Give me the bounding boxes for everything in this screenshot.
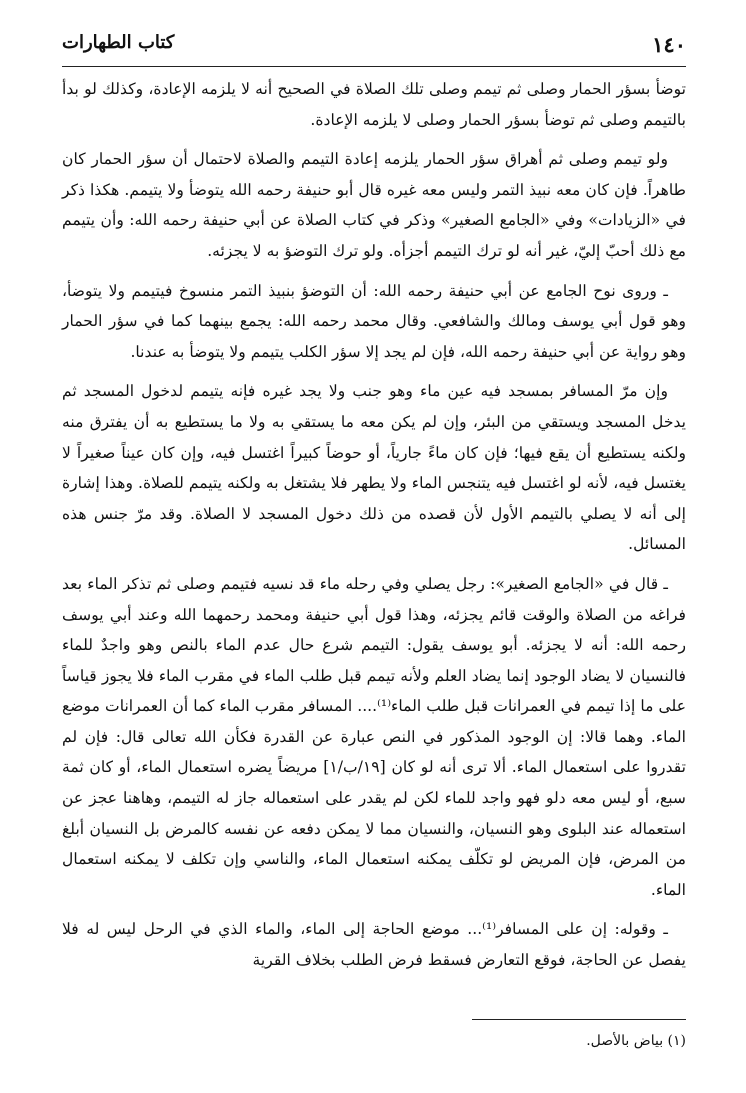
paragraph: ـ وقوله: إن على المسافر⁽¹⁾... موضع الحاجة إلى الماء، والماء الذي في الرحل ليس له فلا يفصل عن الحاجة، فوقع التعارض فسقط فرض الطلب بخلاف القرية [62, 920, 686, 970]
footnote: (١) بياض بالأصل. [586, 1033, 686, 1049]
book-title: كتاب الطهارات [62, 32, 175, 53]
paragraph: ـ قال في «الجامع الصغير»: رجل يصلي وفي رحله ماء قد نسيه فتيمم وصلى ثم تذكر الماء بعد فراغه من الصلاة والوقت قائم يجزئه، وهذا قول أبي حنيفة ومحمد رحمهما الله وعند أبي يوسف رحمه الله: أنه لا يجزئه. أبو يوسف يقول: التيمم شرع حال عدم الماء بالنص وهو واجدٌ للماء فالنسيان لا يضاد الوجود إنما يضاد العلم ولأنه تيمم قبل طلب الماء في مقرب الماء فلا يجوز قياساً على ما إذا تيمم في العمرانات قبل طلب الماء⁽¹⁾.... المسافر مقرب الماء كما أن العمرانات موضع الماء. وهما قالا: إن الوجود المذكور في النص عبارة عن القدرة فكأن الله تعالى قال: فإن لم تقدروا على استعمال الماء. ألا ترى أنه لو كان [١٩/ب/١] مريضاً يضره استعمال الماء، أو كان ثمة سبع، أو ليس معه دلو فهو واجد للماء لكن لم يقدر على استعماله جاز له التيمم، وهاهنا عجز عن استعماله عند البلوى وهو النسيان، والنسيان مما لا يمكن دفعه عن نفسه كالمرض بل النسيان أبلغ من المرض، فإن المريض لو تكلّف يمكنه استعمال الماء، والناسي وإن تكلف لا يمكنه استعمال الماء. [62, 574, 686, 899]
footnote-divider [472, 1019, 686, 1020]
page-number: ١٤٠ [652, 32, 686, 57]
paragraph: ـ وروى نوح الجامع عن أبي حنيفة رحمه الله: أن التوضؤ بنبيذ التمر منسوخ فيتيمم ولا يتوضأ، وهو قول أبي يوسف ومالك والشافعي. وقال محمد رحمه الله: يجمع بينهما كما في سؤر الحمار وهو رواية عن أبي حنيفة رحمه الله، فإن لم يجد إلا سؤر الكلب يتيمم ولا يتوضأ به عندنا. [62, 281, 686, 361]
paragraph: ولو تيمم وصلى ثم أهراق سؤر الحمار يلزمه إعادة التيمم والصلاة لاحتمال أن سؤر الحمار كان طاهراً. فإن كان معه نبيذ التمر وليس معه غيره قال أبو حنيفة رحمه الله يتوضأ ولا يتيمم. هكذا ذكر في «الزيادات» وفي «الجامع الصغير» وذكر في كتاب الصلاة عن أبي حنيفة رحمه الله: وأن يتيمم مع ذلك أحبّ إليّ، غير أنه لو ترك التيمم أجزأه. ولو ترك التوضؤ به لا يجزئه. [62, 150, 686, 260]
header-divider [62, 66, 686, 67]
page-header [62, 30, 686, 64]
paragraph: توضأ بسؤر الحمار وصلى ثم تيمم وصلى تلك الصلاة في الصحيح أنه لا يلزمه الإعادة، وكذلك لو بدأ بالتيمم وصلى ثم توضأ بسؤر الحمار وصلى لا يلزمه الإعادة. [62, 80, 686, 129]
paragraph: وإن مرّ المسافر بمسجد فيه عين ماء وهو جنب ولا يجد غيره فإنه يتيمم لدخول المسجد ثم يدخل المسجد ويستقي من البئر، وإن لم يكن معه ما يستقي به ولا ما يستطيع به أن يفترق منه ولكنه يستطيع أن يقع فيها؛ فإن كان ماءً جارياً، أو حوضاً كبيراً اغتسل فيه، وإن كان عيناً صغيراً لا يغتسل فيه، لأنه لو اغتسل فيه يتنجس الماء ولا يطهر فلا يشتغل به ولكنه يتيمم للصلاة. وهذا إشارة إلى أنه لا يصلي بالتيمم الأول لأن قصده من ذلك دخول المسجد لا الصلاة. وقد مرّ جنس هذه المسائل. [61, 382, 686, 554]
main-text [62, 74, 686, 985]
